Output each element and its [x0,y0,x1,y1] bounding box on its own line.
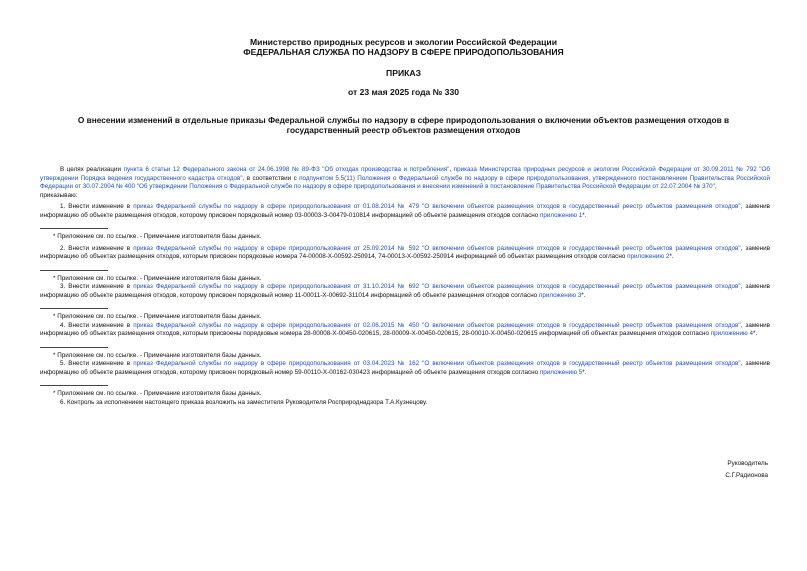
service-heading: ФЕДЕРАЛЬНАЯ СЛУЖБА ПО НАДЗОРУ В СФЕРЕ ПРИРОДОПОЛЬЗОВАНИЯ [243,47,564,57]
item-4-order-link[interactable]: приказ Федеральной службы по надзору в сфере природопользования от 02.06.2015 № 450 "О включении объектов размещения отходов в государственный реестр объектов размещения отходов" [133,321,741,329]
signature-position: Руководитель [727,460,768,467]
footnote-divider [40,347,108,348]
item-4-end: *. [753,330,758,337]
item-1 [40,203,770,220]
item-2 [40,245,770,262]
footnote-divider [40,308,108,309]
appendix-3-link[interactable]: приложению 3 [538,291,582,299]
appendix-1-link[interactable]: приложению 1 [539,211,583,219]
footnote-divider [40,228,108,229]
item-5-end: *. [582,368,587,376]
ministry-heading: Министерство природных ресурсов и экологии Российской Федерации [250,37,557,47]
item-4 [40,322,770,339]
document-subject: О внесении изменений в отдельные приказы Федеральной службы по надзору в сфере природопользования о включении объектов размещения отходов в государственный реестр объектов размещения отходов [77,115,730,135]
item-2-details: , заменив информацию об объектах размещения отходов, которым присвоен порядковые номера 74-00008-Х-00592-250914, 74-00013-Х-00592-250914 информацией об объектах размещения отходов согласно [40,244,770,260]
federal-law-link[interactable]: пункта 6 статьи 12 Федерального закона от 24.06.1998 № 89-ФЗ "Об отходах производства и потребления" [123,166,450,173]
item-5-text: 5. Внести изменение в [60,360,134,367]
intro-text-1: В целях реализации [60,166,124,173]
footnote: * Приложение см. по ссылке. - Примечание изготовителя базы данных. [53,274,262,282]
footnote: * Приложение см. по ссылке. - Примечание изготовителя базы данных. [53,233,262,240]
prikazyvayu-line: приказываю: [40,191,78,199]
document-date: от 23 мая 2025 года № 330 [347,87,460,97]
item-2-end: *. [669,253,674,260]
intro-text-2: , [449,166,454,173]
appendix-4-link[interactable]: приложению 4 [710,330,753,337]
item-2-order-link[interactable]: приказ Федеральной службы по надзору в сфере природопользования от 25.09.2014 № 592 "О включении объектов размещения отходов в государственный реестр объектов размещения отходов" [133,244,741,252]
item-2-text: 2. Внести изменение в [60,244,134,252]
intro-paragraph [40,166,770,192]
footnote: * Приложение см. по ссылке. - Примечание изготовителя базы данных. [53,351,262,359]
intro-text-3: , в соответствии с [242,174,300,182]
item-4-details: , заменив информацию об объектах размещения отходов, которым присвоены порядковые номера 28-00008-Х-00450-020615, 28-00009-Х-00450-020615, 28-00010-Х-00450-020615 информацией об объектах размещения отходов согласно [40,321,770,337]
item-3-text: 3. Внести изменение в [60,283,134,290]
ministry-order-link[interactable]: приказа Министерства природных ресурсов и экологии Российской Федерации от 30.09.2011 № 792 "Об утверждении Порядка ведения государственного кадастра отходов" [40,166,771,182]
footnote-divider [40,385,108,386]
item-3-end: *. [581,291,586,299]
item-3 [40,283,770,300]
item-5-details: , заменив информацию об объекте размещения отходов, которому присвоен порядковый номер 59-00110-Х-00162-030423 информацией об объекте размещения отходов согласно [40,360,770,376]
item-3-details: , заменив информацию об объекте размещения отходов, которому присвоен порядковый номер 11-00011-Х-00692-311014 информацией об объекте размещения отходов согласно [40,283,770,299]
appendix-5-link[interactable]: приложению 5 [539,368,583,376]
item-1-order-link[interactable]: приказ Федеральной службы по надзору в сфере природопользования от 01.08.2014 № 479 "О включении объектов размещения отходов в государственный реестр объектов размещения отходов" [133,203,741,210]
item-1-details: , заменив информацию об объекте размещения отходов, которому присвоен порядковый номер 03-00003-З-00479-010814 информацией об объекте размещения отходов согласно [40,203,770,219]
item-5 [40,360,770,377]
item-1-text: 1. Внести изменение в [60,203,134,210]
document-body [40,166,770,407]
footnote: * Приложение см. по ссылке. - Примечание изготовителя базы данных. [53,313,262,320]
signature-name: С.Г.Радионова [725,472,768,479]
item-4-text: 4. Внести изменение в [60,321,134,329]
appendix-2-link[interactable]: приложению 2 [627,253,670,260]
intro-text-4: , [714,183,717,190]
item-5-order-link[interactable]: приказ Федеральной службы по надзору в сфере природопользования от 03.04.2023 № 162 "О включении объектов размещения отходов в государственный реестр объектов размещения отходов" [133,360,741,367]
item-1-end: *. [582,211,587,219]
footnote-divider [40,270,108,271]
item-6: 6. Контроль за исполнением настоящего приказа возложить на заместителя Руководителя Росприроднадзора Т.А.Кузнецову. [60,398,428,406]
regulation-link[interactable]: подпунктом 5.5(11) Положения о Федеральной службе по надзору в сфере природопользования, утвержденного постановлением Правительства Российской Федерации от 30.07.2004 № 400 "Об утверждении Положения о Федеральной службе по надзору в сфере природопользования и внесении изменений в постановление Правительства Российской Федерации от 22.07.2004 № 370" [40,174,770,190]
document-type: ПРИКАЗ [386,68,421,78]
footnote: * Приложение см. по ссылке. - Примечание изготовителя базы данных. [53,390,262,397]
item-3-order-link[interactable]: приказ Федеральной службы по надзору в сфере природопользования от 31.10.2014 № 692 "О включении объектов размещения отходов в государственный реестр объектов размещения отходов" [133,283,741,290]
